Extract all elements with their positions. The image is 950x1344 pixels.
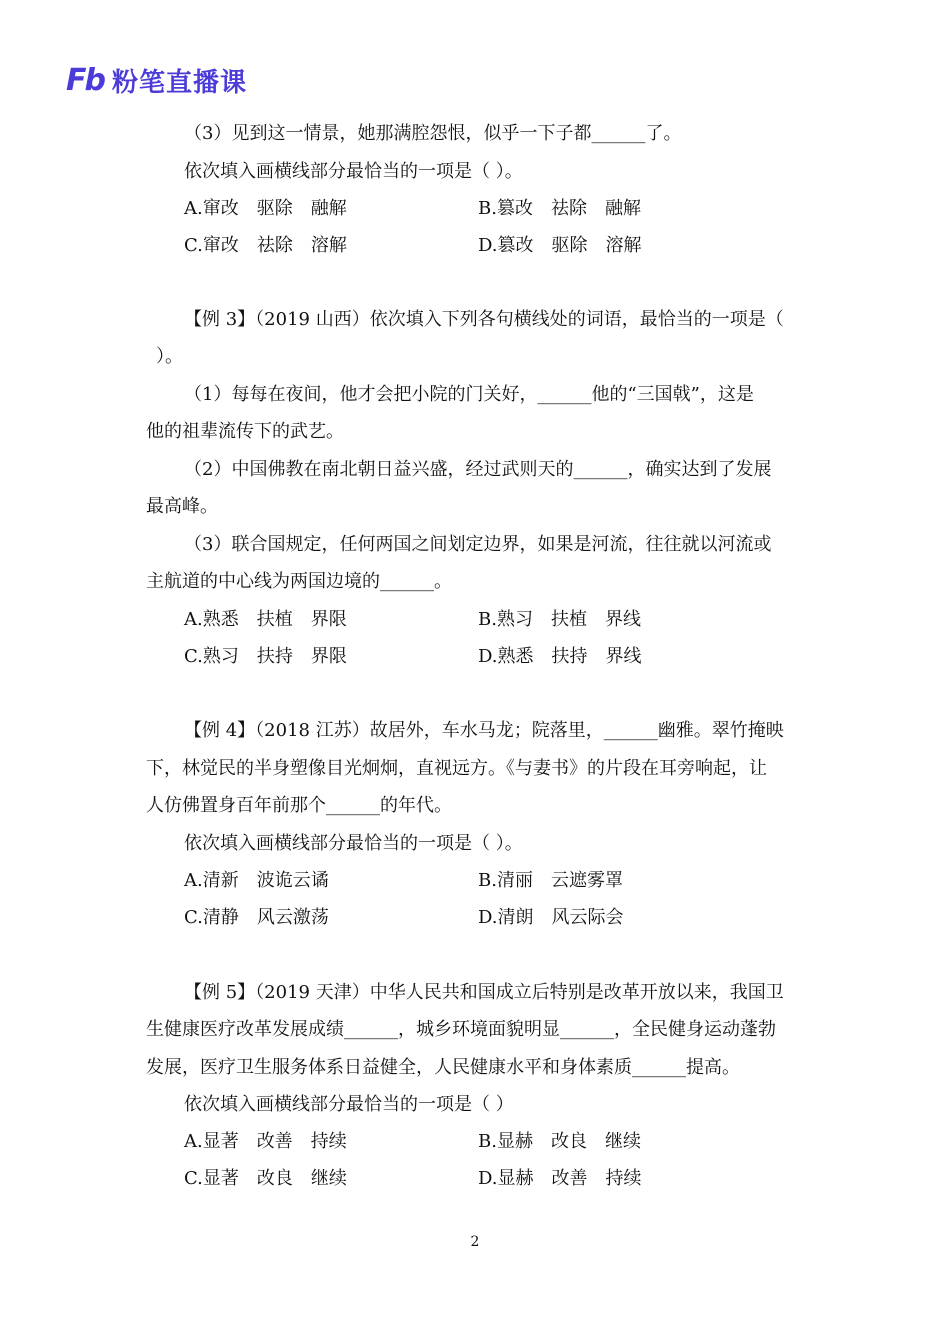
option-d: D.篡改 驱除 溶解 <box>478 235 642 256</box>
question-item: （1）每每在夜间，他才会把小院的门关好，______他的“三国戟”，这是 <box>184 384 754 405</box>
question-item-cont: 主航道的中心线为两国边境的______。 <box>146 571 452 592</box>
page-number: 2 <box>470 1234 480 1250</box>
logo-text: 粉笔直播课 <box>111 67 247 98</box>
option-a: A.窜改 驱除 融解 <box>184 198 347 219</box>
option-a: A.清新 波诡云谲 <box>184 870 329 891</box>
option-a: A.显著 改善 持续 <box>184 1131 347 1152</box>
example-5-heading: 【例 5】（2019 天津）中华人民共和国成立后特别是改革开放以来，我国卫 <box>184 982 784 1003</box>
question-item-cont: 最高峰。 <box>146 496 218 517</box>
example-4-heading: 【例 4】（2018 江苏）故居外，车水马龙；院落里，______幽雅。翠竹掩映 <box>184 720 784 741</box>
option-c: C.窜改 祛除 溶解 <box>184 235 347 256</box>
question-item: （3）联合国规定，任何两国之间划定边界，如果是河流，往往就以河流或 <box>184 534 772 555</box>
option-b: B.显赫 改良 继续 <box>478 1131 641 1152</box>
option-a: A.熟悉 扶植 界限 <box>184 609 347 630</box>
option-b: B.熟习 扶植 界线 <box>478 609 641 630</box>
example-5-line-2: 生健康医疗改革发展成绩______，城乡环境面貌明显______，全民健身运动蓬勃 <box>146 1019 776 1040</box>
example-3-line-2: ）。 <box>156 346 183 367</box>
example-5-line-3: 发展，医疗卫生服务体系日益健全，人民健康水平和身体素质______提高。 <box>146 1057 740 1078</box>
example-4-line-2: 下，林觉民的半身塑像目光炯炯，直视远方。《与妻书》的片段在耳旁响起，让 <box>146 758 767 779</box>
question-prompt: 依次填入画横线部分最恰当的一项是（ ）。 <box>184 833 523 854</box>
option-b: B.清丽 云遮雾罩 <box>478 870 623 891</box>
option-d: D.清朗 风云际会 <box>478 907 624 928</box>
option-c: C.显著 改良 继续 <box>184 1168 347 1189</box>
option-d: D.显赫 改善 持续 <box>478 1168 642 1189</box>
logo-mark: Fb <box>66 62 104 98</box>
question-item-cont: 他的祖辈流传下的武艺。 <box>146 421 344 442</box>
question-prompt: 依次填入画横线部分最恰当的一项是（ ） <box>184 1094 514 1115</box>
question-prompt: 依次填入画横线部分最恰当的一项是（ ）。 <box>184 161 523 182</box>
example-3-heading: 【例 3】（2019 山西）依次填入下列各句横线处的词语，最恰当的一项是（ <box>184 309 784 330</box>
option-d: D.熟悉 扶持 界线 <box>478 646 642 667</box>
option-c: C.清静 风云激荡 <box>184 907 329 928</box>
option-b: B.篡改 祛除 融解 <box>478 198 641 219</box>
option-c: C.熟习 扶持 界限 <box>184 646 347 667</box>
brand-logo <box>66 64 247 96</box>
question-item: （3）见到这一情景，她那满腔怨恨，似乎一下子都______了。 <box>184 123 682 144</box>
example-4-line-3: 人仿佛置身百年前那个______的年代。 <box>146 795 452 816</box>
question-item: （2）中国佛教在南北朝日益兴盛，经过武则天的______，确实达到了发展 <box>184 459 772 480</box>
